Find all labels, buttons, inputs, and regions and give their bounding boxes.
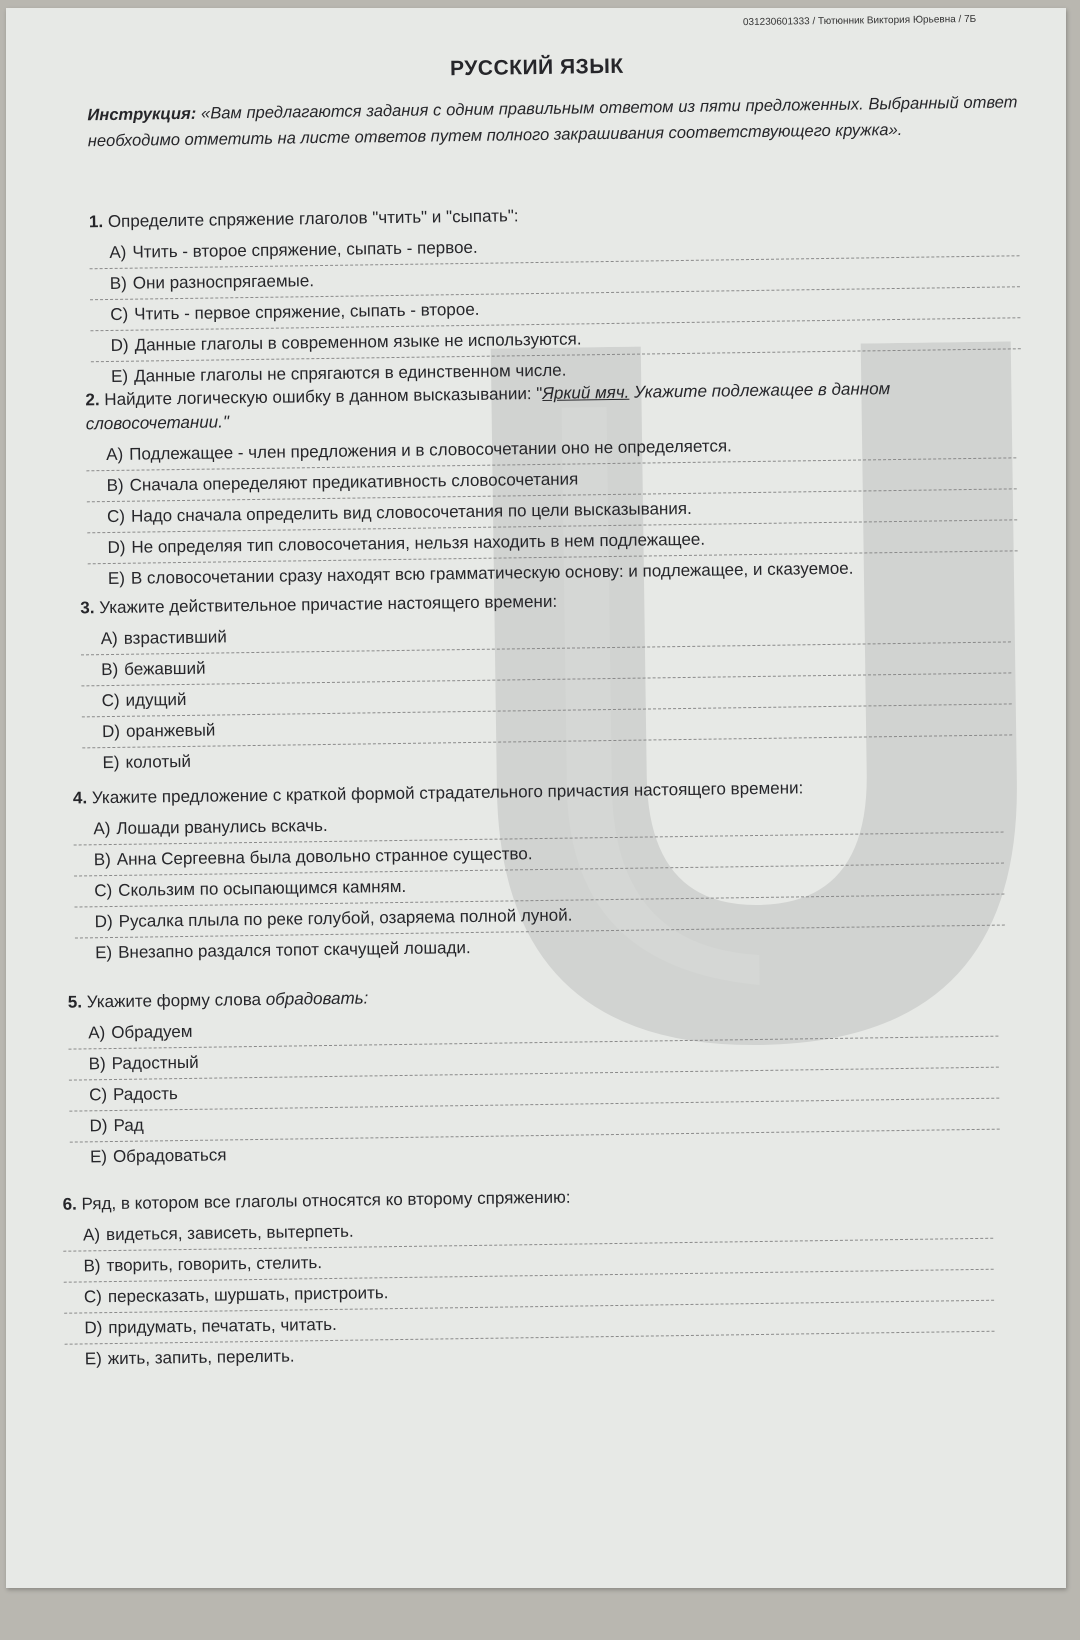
question-1 (89, 197, 1021, 392)
option-text: Надо сначала определить вид словосочетания по цели высказывания. (130, 498, 692, 526)
option-text: Данные глаголы в современном языке не используются. (134, 329, 582, 355)
option-text: Не определяя тип словосочетания, нельзя находить в нем подлежащее. (131, 529, 706, 557)
option-text: Чтить - второе спряжение, сыпать - первое. (132, 237, 478, 262)
option-letter: C) (101, 690, 120, 711)
option-letter: B) (83, 1256, 101, 1276)
option-letter: E) (102, 752, 120, 773)
question-2 (85, 375, 1018, 594)
option-letter: B) (109, 273, 127, 293)
question-number: 2. (85, 390, 100, 410)
question-number: 5. (67, 992, 83, 1012)
option-letter: D) (107, 537, 126, 558)
option-letter: C) (88, 1085, 108, 1105)
option-text: Лошади рванулись вскачь. (116, 815, 328, 838)
option-letter: A) (82, 1225, 101, 1245)
option-text: Радость (112, 1084, 178, 1105)
option-text: придумать, печатать, читать. (108, 1314, 337, 1338)
option-text: оранжевый (125, 720, 216, 741)
option-text: Русалка плыла по реке голубой, озаряема полной луной. (118, 905, 573, 931)
option-letter: A) (100, 628, 118, 649)
page-title: РУССКИЙ ЯЗЫК (449, 54, 624, 81)
option-letter: C) (106, 506, 126, 527)
option-letter: D) (89, 1116, 108, 1136)
option-text: Рад (113, 1115, 144, 1136)
option-letter: E) (84, 1349, 102, 1369)
option-letter: B) (106, 475, 124, 496)
instruction-label: Инструкция: (87, 104, 197, 125)
option-text: колотый (125, 751, 192, 772)
option-letter: D) (94, 912, 113, 932)
option-letter: C) (94, 881, 113, 901)
quoted-phrase: Яркий мяч. (542, 382, 630, 403)
option-letter: E) (110, 366, 129, 386)
question-text: Укажите предложение с краткой формой страдательного причастия настоящего времени: (91, 778, 804, 808)
option-text: бежавший (124, 658, 206, 679)
option-letter: A) (109, 242, 127, 262)
question-keyword: обрадовать: (265, 988, 369, 1009)
option-text: Обрадуем (111, 1021, 193, 1043)
option-letter: C) (110, 304, 129, 324)
option-text: Они разноспрягаемые. (132, 271, 315, 293)
question-number: 4. (72, 788, 88, 808)
question-text: Найдите логическую ошибку в данном высказывании: " (104, 383, 543, 410)
question-6 (62, 1180, 994, 1375)
option-letter: B) (88, 1054, 106, 1074)
option-letter: D) (101, 721, 121, 742)
option-text: В словосочетании сразу находят всю грамматическую основу: и подлежащее, и сказуемое. (130, 558, 854, 588)
instruction-text: «Вам предлагаются задания с одним правильным ответом из пяти предложенных. Выбранный ответ необходимо отметить на листе ответов путем полного закрашивания соответствующего кружка». (87, 93, 1018, 151)
exam-sheet (6, 8, 1066, 1588)
option-text: Анна Сергеевна была довольно странное существо. (116, 844, 533, 869)
option-text: взрастивший (123, 627, 227, 648)
option-text: Подлежащее - член предложения и в словосочетании оно не определяется. (129, 436, 732, 464)
option-letter: A) (88, 1023, 106, 1043)
sheet-content (6, 8, 1066, 1588)
option-letter: A) (93, 819, 111, 839)
option-text: жить, запить, перелить. (107, 1346, 295, 1369)
option-letter: E) (107, 568, 126, 589)
question-text-continued: Укажите подлежащее в данном словосочетании." (85, 379, 891, 434)
option-text: идущий (125, 689, 187, 710)
question-text: Укажите форму слова (86, 989, 266, 1012)
option-letter: E) (95, 943, 113, 963)
question-text: Укажите действительное причастие настоящего времени: (99, 591, 558, 618)
option-letter: B) (93, 850, 111, 870)
option-text: видеться, зависеть, вытерпеть. (105, 1221, 354, 1245)
instruction (87, 89, 1018, 154)
option-text: Чтить - первое спряжение, сыпать - второе. (134, 299, 480, 324)
option-letter: B) (101, 659, 119, 680)
option-letter: C) (83, 1287, 103, 1307)
question-text: Ряд, в котором все глаголы относятся ко второму спряжению: (81, 1187, 571, 1214)
question-3 (80, 583, 1012, 778)
option-letter: D) (110, 335, 129, 355)
option-text: творить, говорить, стелить. (106, 1253, 323, 1276)
option-letter: A) (106, 444, 124, 465)
option-text: пересказать, шуршать, пристроить. (107, 1283, 389, 1307)
question-4 (73, 774, 1005, 969)
option-text: Обрадоваться (112, 1145, 227, 1167)
option-text: Данные глаголы не спрягаются в единственном числе. (133, 360, 567, 386)
question-number: 1. (88, 212, 104, 232)
option-text: Внезапно раздался топот скачущей лошади. (118, 938, 471, 962)
student-code: 031230601333 / Тютюнник Виктория Юрьевна / 7Б (742, 13, 977, 29)
question-text: Определите спряжение глаголов "чтить" и "сыпать": (107, 206, 519, 231)
option-text: Скользим по осыпающимся камням. (118, 876, 407, 900)
option-letter: E) (89, 1147, 108, 1167)
question-5 (68, 978, 1000, 1173)
option-text: Сначала опеределяют предикативность словосочетания (129, 469, 579, 495)
question-number: 6. (62, 1194, 77, 1214)
option-text: Радостный (111, 1052, 199, 1074)
question-number: 3. (80, 598, 95, 618)
option-letter: D) (84, 1318, 103, 1338)
